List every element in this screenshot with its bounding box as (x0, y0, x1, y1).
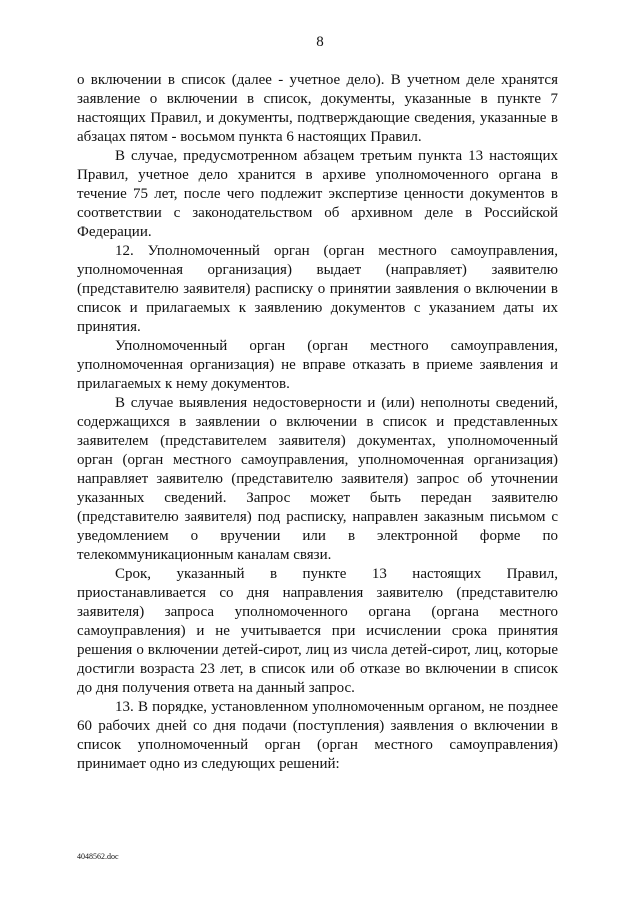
document-body (77, 71, 558, 774)
paragraph-4: Уполномоченный орган (орган местного самоуправления, уполномоченная организация) не вправе отказать в приеме заявления и прилагаемых к нему документов. (77, 338, 558, 392)
paragraph-7: 13. В порядке, установленном уполномоченным органом, не позднее 60 рабочих дней со дня подачи (поступления) заявления о включении в список уполномоченный орган (орган местного самоуправления) принимает одно из следующих решений: (77, 699, 558, 772)
paragraph-5: В случае выявления недостоверности и (или) неполноты сведений, содержащихся в заявлении о включении в список и представленных заявителем (представителем заявителя) документах, уполномоченный орган (орган местного самоуправления, уполномоченная организация) направляет заявителю (представителю заявителя) запрос об уточнении указанных сведений. Запрос может быть передан заявителю (представителю заявителя) под расписку, направлен заказным письмом с уведомлением о вручении или в электронной форме по телекоммуникационным каналам связи. (77, 395, 558, 563)
paragraph-1: о включении в список (далее - учетное дело). В учетном деле хранятся заявление о включении в список, документы, указанные в пункте 7 настоящих Правил, и документы, подтверждающие сведения, указанные в абзацах пятом - восьмом пункта 6 настоящих Правил. (77, 72, 558, 145)
paragraph-3: 12. Уполномоченный орган (орган местного самоуправления, уполномоченная организация) выдает (направляет) заявителю (представителю заявителя) расписку о принятии заявления о включении в список и прилагаемых к заявлению документов с указанием даты их принятия. (77, 243, 558, 335)
footer-filename: 4048562.doc (77, 852, 119, 861)
page-number: 8 (316, 34, 324, 50)
paragraph-2: В случае, предусмотренном абзацем третьим пункта 13 настоящих Правил, учетное дело хранится в архиве уполномоченного органа в течение 75 лет, после чего подлежит экспертизе ценности документов в соответствии с законодательством об архивном деле в Российской Федерации. (77, 148, 558, 240)
paragraph-6: Срок, указанный в пункте 13 настоящих Правил, приостанавливается со дня направления заявителю (представителю заявителя) запроса уполномоченного органа (органа местного самоуправления) и не учитывается при исчислении срока принятия решения о включении детей-сирот, лиц из числа детей-сирот, лиц, которые достигли возраста 23 лет, в список или об отказе во включении в список до дня получения ответа на данный запрос. (77, 566, 558, 696)
